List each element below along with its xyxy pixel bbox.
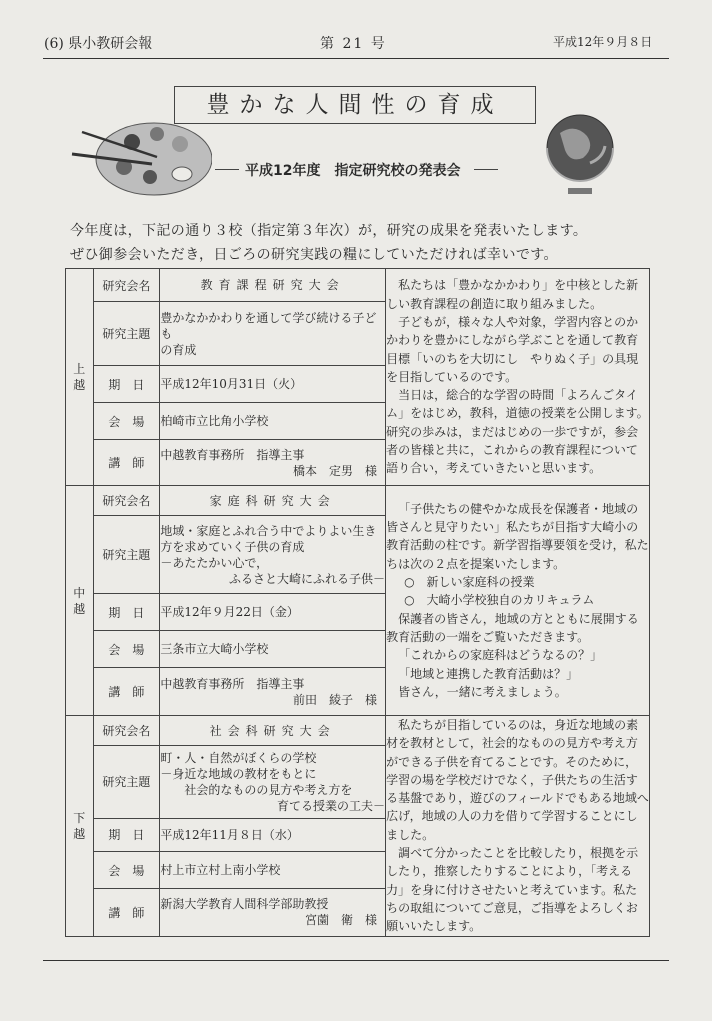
label-date: 期 日 <box>93 594 160 631</box>
label-lecturer: 講 師 <box>93 889 160 936</box>
label-meeting: 研究会名 <box>93 486 160 516</box>
venue: 三条市立大崎小学校 <box>160 631 386 668</box>
meeting-name: 家庭科研究大会 <box>160 486 386 516</box>
school-description: 「子供たちの健やかな成長を保護者・地域の皆さんと見守りたい」私たちが目指す大崎小の教育活動の柱です。新学習指導要領を受け，私たちは次の２点を提案いたします。 ○ 新しい家庭科の授業 ○ 大崎小学校独自のカリキュラム 保護者の皆さん，地域の方とともに展開する教育活動の一端をご覧いただきます。 「これからの家庭科はどうなるの？」 「地域と連携した教育活動は？」 皆さん，一緒に考えましょう。 <box>386 486 650 716</box>
event-date: 平成12年10月31日（火） <box>160 366 386 403</box>
paint-palette-icon <box>62 112 212 202</box>
page-subtitle: 平成12年度 指定研究校の発表会 <box>245 163 461 179</box>
label-meeting: 研究会名 <box>93 716 160 746</box>
header-newsletter-name: (6) 県小教研会報 <box>44 36 153 52</box>
label-venue: 会 場 <box>93 403 160 440</box>
lecturer: 新潟大学教育人間科学部助教授 宮薗 衛 様 <box>160 889 386 936</box>
label-meeting: 研究会名 <box>93 269 160 302</box>
label-venue: 会 場 <box>93 851 160 888</box>
label-venue: 会 場 <box>93 631 160 668</box>
page-title: 豊かな人間性の育成 <box>174 86 536 124</box>
header-rule <box>43 58 669 59</box>
school-description: 私たちが目指しているのは，身近な地域の素材を教材として，社会的なものの見方や考え方ができる子供を育てることです。そのために，学習の場を学校だけでなく，子供たちの生活する基盤であり，遊びのフィールドでもある地域へ広げ，地域の人の力を借りて学習することにしました。 調べて分かったことを比較したり，根拠を示したり，推察したりすることにより，「考える力」を身に付けさせたいと考えています。私たちの取組についてご意見，ご指導をよろしくお願いいたします。 <box>386 716 650 937</box>
subtitle-rule-left <box>215 169 239 170</box>
label-lecturer: 講 師 <box>93 440 160 486</box>
research-school-table <box>65 268 650 937</box>
research-theme: 町・人・自然がぼくらの学校 －身近な地域の教材をもとに 社会的なものの見方や考え方を 育てる授業の工夫－ <box>160 746 386 819</box>
label-date: 期 日 <box>93 818 160 851</box>
event-date: 平成12年11月８日（水） <box>160 818 386 851</box>
meeting-name: 社会科研究大会 <box>160 716 386 746</box>
label-theme: 研究主題 <box>93 746 160 819</box>
region-cell: 下越 <box>66 716 94 937</box>
region-cell: 中越 <box>66 486 94 716</box>
venue: 村上市立村上南小学校 <box>160 851 386 888</box>
venue: 柏崎市立比角小学校 <box>160 403 386 440</box>
intro-line-1: 今年度は，下記の通り３校（指定第３年次）が，研究の成果を発表いたします。 <box>70 223 588 239</box>
label-date: 期 日 <box>93 366 160 403</box>
label-theme: 研究主題 <box>93 302 160 366</box>
region-cell: 上越 <box>66 269 94 486</box>
footer-rule <box>43 960 669 961</box>
globe-icon <box>535 108 625 203</box>
research-theme: 地域・家庭とふれ合う中でよりよい生き方を求めていく子供の育成 －あたたかい心で， ふるさと大崎にふれる子供－ <box>160 516 386 594</box>
header-issue-number: 第 21 号 <box>320 36 387 52</box>
page-header <box>0 0 712 60</box>
research-theme: 豊かなかかわりを通して学び続ける子ども の育成 <box>160 302 386 366</box>
table-row <box>66 269 650 302</box>
intro-line-2: ぜひ御参会いただき，日ごろの研究実践の糧にしていただければ幸いです。 <box>70 247 558 263</box>
school-description: 私たちは「豊かなかかわり」を中核とした新しい教育課程の創造に取り組みました。 子どもが，様々な人や対象，学習内容とのかかわりを豊かにしながら学ぶことを通して教育目標「いのちを大切にし やりぬく子」の具現を目指しているのです。 当日は，総合的な学習の時間「よろんごタイム」をはじめ，教科，道徳の授業を公開します。研究の歩みは，まだはじめの一歩ですが，参会者の皆様と共に，これからの教育課程について語り合い，考えていきたいと思います。 <box>386 269 650 486</box>
header-date: 平成12年９月８日 <box>553 35 653 49</box>
label-theme: 研究主題 <box>93 516 160 594</box>
lecturer: 中越教育事務所 指導主事 橋本 定男 様 <box>160 440 386 486</box>
lecturer: 中越教育事務所 指導主事 前田 綾子 様 <box>160 668 386 716</box>
table-row <box>66 716 650 746</box>
table-row <box>66 486 650 516</box>
subtitle-rule-right <box>474 169 498 170</box>
meeting-name: 教育課程研究大会 <box>160 269 386 302</box>
label-lecturer: 講 師 <box>93 668 160 716</box>
event-date: 平成12年９月22日（金） <box>160 594 386 631</box>
